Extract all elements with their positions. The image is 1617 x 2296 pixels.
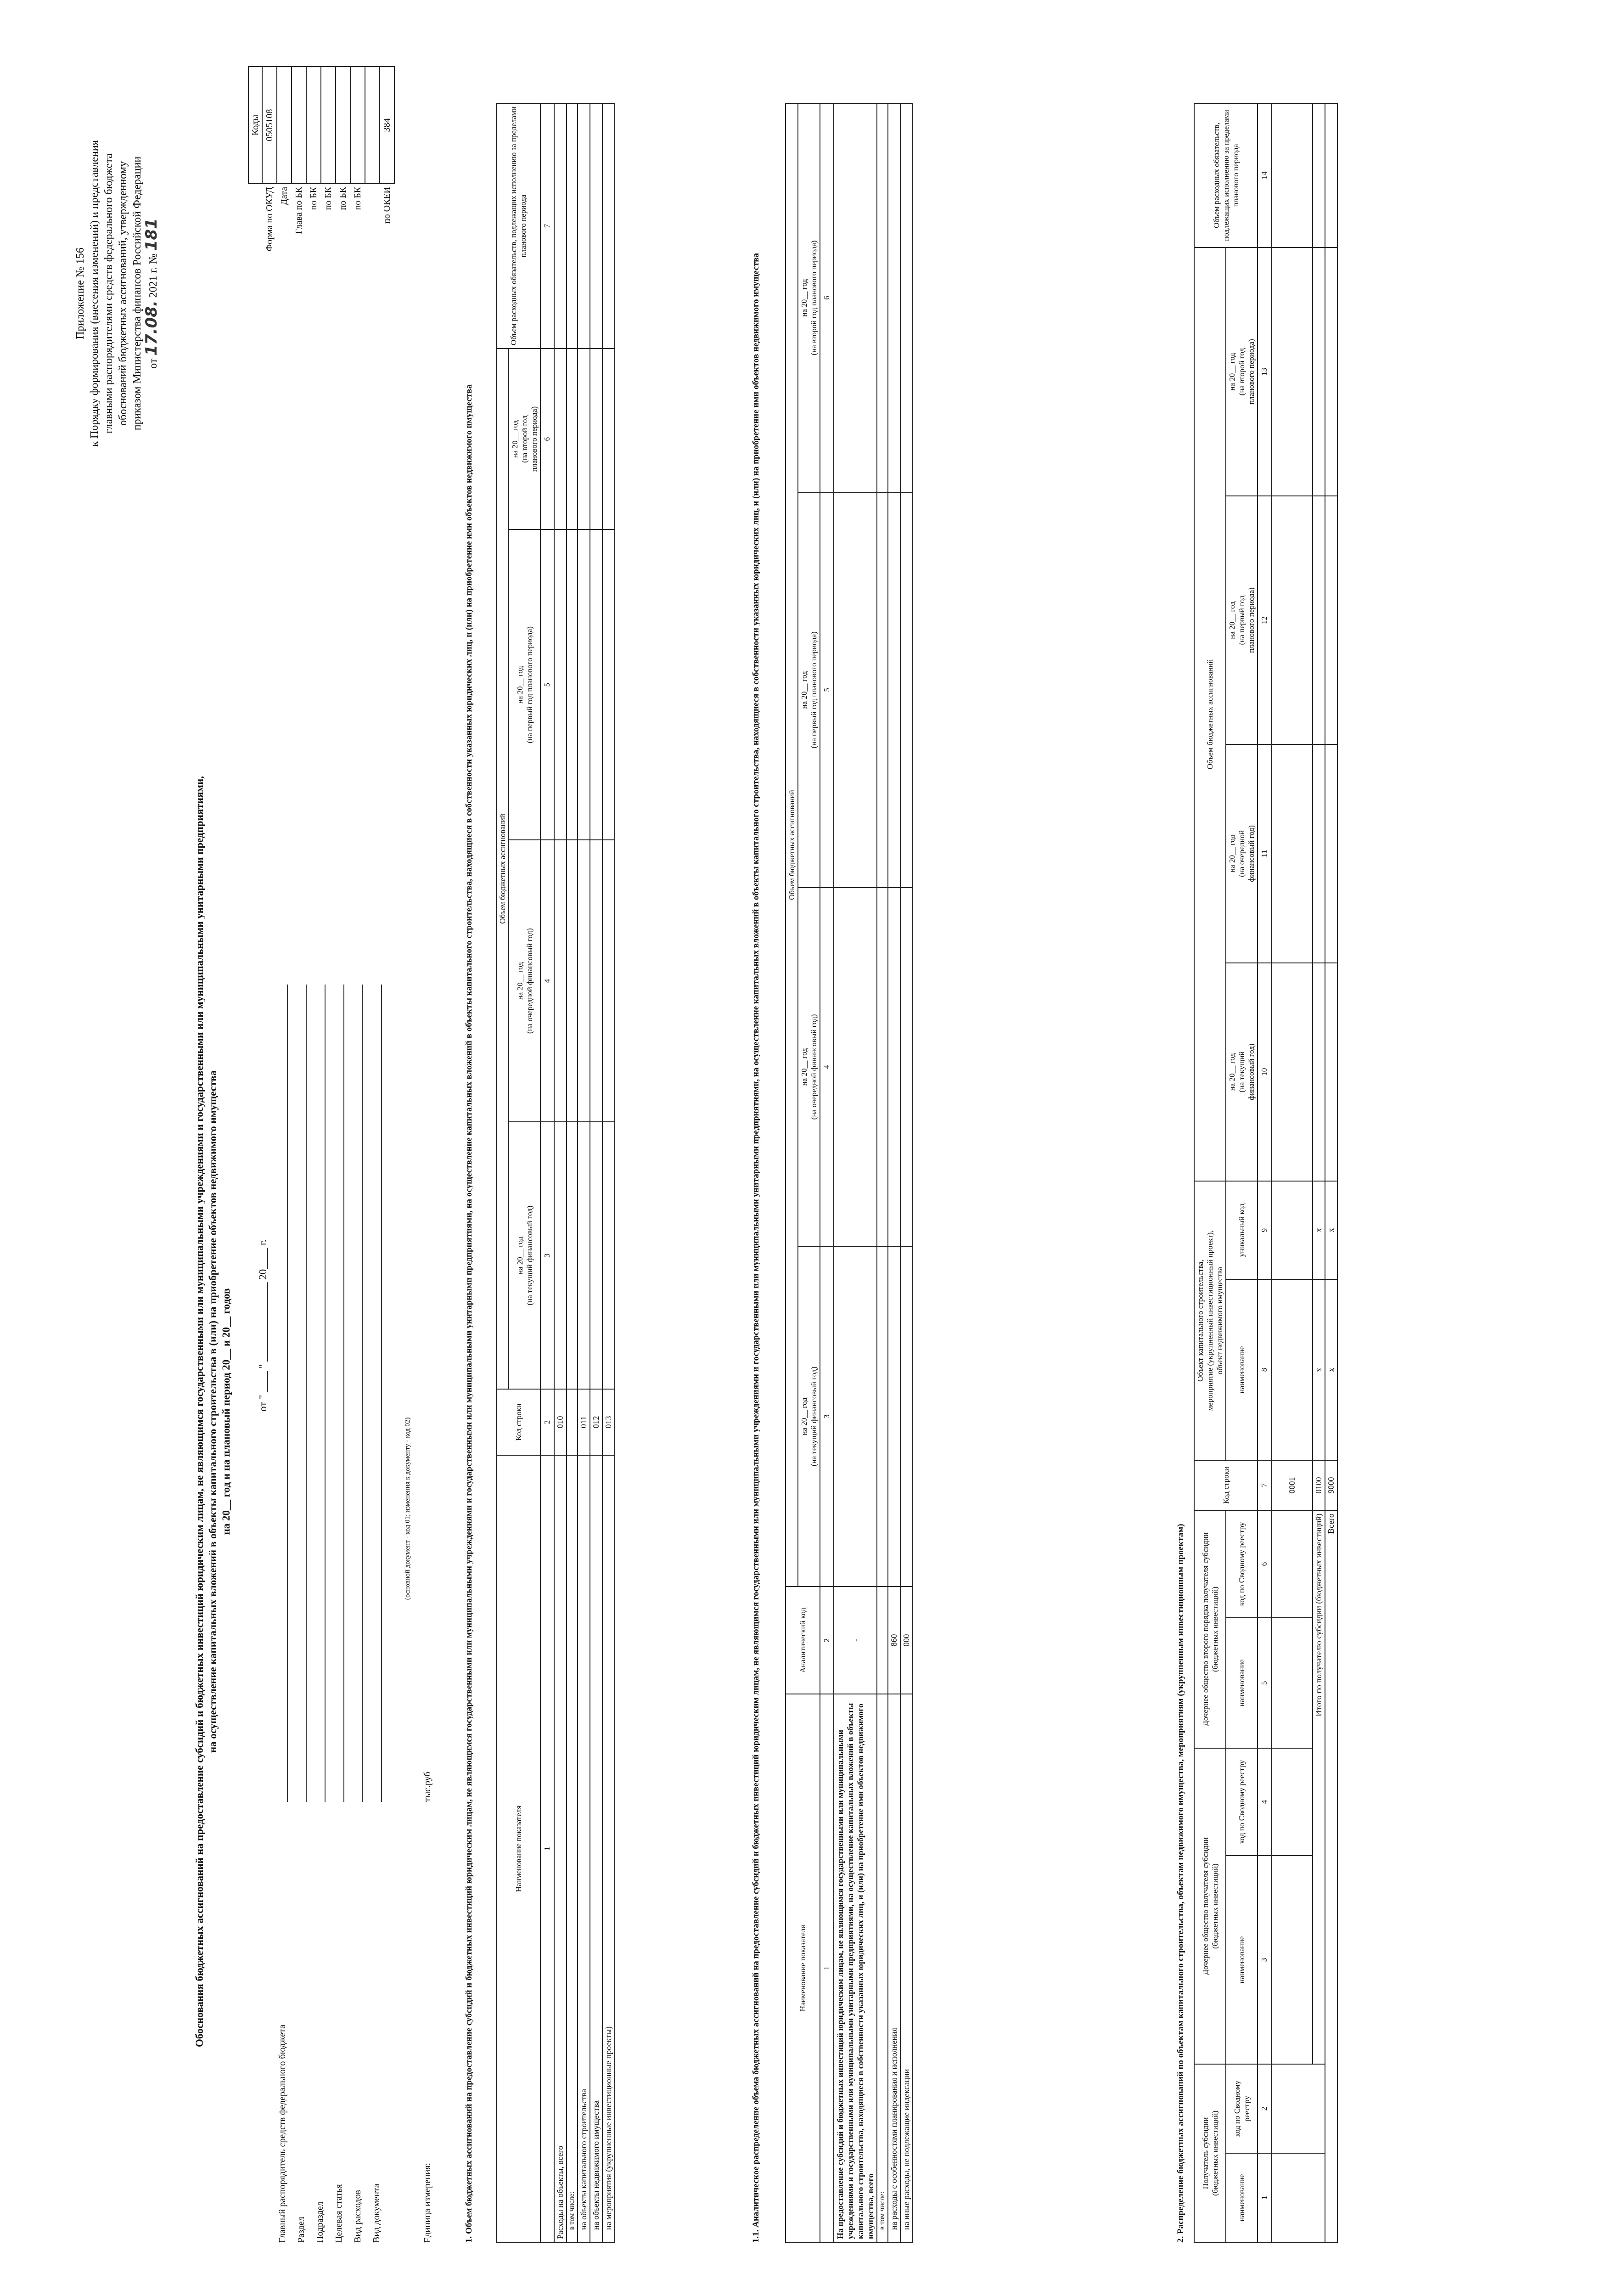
handwritten-date: 17.08. [142, 300, 161, 356]
appendix-line: главными распорядителями средств федерального бюджета [103, 153, 115, 433]
code-date[interactable] [277, 67, 292, 184]
col-y2: на 20__ год (на очередной финансовый год) [798, 888, 820, 1246]
table-row: на иные расходы, не подлежащие индексации 000 [900, 103, 913, 2242]
col-analytic-code: Аналитический код [786, 1587, 820, 1694]
col-recipient: Получатель субсидии (бюджетных инвестиций) [1194, 2064, 1226, 2242]
appendix-line: приказом Министерства финансов Российской Федерации [131, 156, 143, 431]
code-bk-2[interactable] [321, 67, 336, 184]
table-row: Расходы на объекты, всего 010 [554, 103, 567, 2242]
code-bk-3[interactable] [336, 67, 350, 184]
col-volume: Объем бюджетных ассигнований [1194, 248, 1226, 1181]
field-line[interactable] [325, 985, 326, 1802]
form-page [55, 57, 1570, 2261]
col-code: Код строки [496, 1389, 540, 1455]
recipient-total-row: Итого по получателю субсидии (бюджетных инвестиций) 0100 x x [1313, 103, 1325, 2242]
form-title: Обоснования бюджетных ассигнований на предоставление субсидий и бюджетных инвестиций юридическим лицам, не являющимся государственными или муниципальными учреждениями и государственными или муниципальными унитарными предприятиями, на осуществление капитальных вложений в объекты капитального строительства в (или) на приобретение объектов недвижимого имущества на 20__ год и на плановый период 20__ и 20__ годов [194, 776, 232, 2047]
col-obligations: Объем расходных обязательств, подлежащих исполнению за пределами планового периода [496, 103, 540, 349]
col-y3: на 20__ год (на первый год планового периода) [509, 529, 540, 840]
field-line[interactable] [381, 985, 382, 1802]
section-1-table: Наименование показателя Код строки Объем бюджетных ассигнований Объем расходных обязательств, подлежащих исполнению за пределами планового периода на 20__ год (на текущий финансовый год) на 20__ год (на очередной финансовый год) на 20__ год (на первый год планового периода) на 20__ год (на второй год планового периода) 1 2 3 4 5 6 7 Расходы на объекты, всего 010 в том числе: на объекты капитального строительства 011 на объекты недвижимого имущества 012 на мероприятия (укрупненные инвестиционные проекты) 013 [496, 103, 615, 2243]
col-y1: на 20__ год (на текущий финансовый год) [509, 1122, 540, 1389]
handwritten-number: 181 [142, 218, 161, 251]
field-line[interactable] [287, 985, 288, 1802]
code-okud[interactable]: 0505108 [262, 67, 277, 184]
table-row: на расходы с особенностями планирования и исполнения 860 [888, 103, 900, 2242]
table-row: На предоставление субсидий и бюджетных инвестиций юридическим лицам, не являющимся государственными или муниципальными учреждениями и государственными или муниципальными унитарными предприятиями, на осуществление капитальных вложений в объекты капитального строительства, находящиеся в собственности указанных юридических лиц, и (или) на приобретение ими объектов недвижимого имущества, всего - [834, 103, 877, 2242]
table-row: в том числе: [877, 103, 888, 2242]
unit-label: Единица измерения: [422, 2163, 432, 2243]
table-row: 0001 [1271, 103, 1313, 2242]
col-volume: Объем бюджетных ассигнований [786, 103, 798, 1587]
col-child2: Дочернее общество второго порядка получателя субсидии (бюджетных инвестиций) [1194, 1510, 1226, 1748]
table-row: на объекты капитального строительства 011 [578, 103, 590, 2242]
col-obligations: Объем расходных обязательств, подлежащих исполнению за пределами планового периода [1194, 103, 1258, 248]
col-child: Дочернее общество получателя субсидии (бюджетных инвестиций) [1194, 1748, 1226, 2064]
grand-total-row: Всего 9000 x x [1325, 103, 1337, 2242]
meta-fields: Главный распорядитель средств федерального бюджета Раздел Подраздел Целевая статья Вид расходов Вид документа (основной документ - код 01; изменения к документу - код 02) Единица измерения: тыс.руб [271, 681, 384, 2243]
section-2-title: 2. Распределение бюджетных ассигнований по объектам капитального строительства, объектам недвижимого имущества, мероприятиям (укрупненным инвестиционным проектам) [1176, 1524, 1185, 2243]
col-y4: на 20__ год (на второй год планового периода) [798, 103, 820, 492]
col-object: Объект капитального строительства, мероприятие (укрупненный инвестиционный проект), объект недвижимого имущества [1194, 1181, 1226, 1460]
code-okei[interactable]: 384 [380, 67, 394, 184]
appendix-line: к Порядку формирования (внесения изменений) и представления [89, 140, 101, 447]
code-glava[interactable] [292, 67, 306, 184]
section-11-table: Наименование показателя Аналитический код Объем бюджетных ассигнований на 20__ год (на текущий финансовый год) на 20__ год (на очередной финансовый год) на 20__ год (на первый год планового периода) на 20__ год (на второй год планового периода) 1 2 3 4 5 6 На предоставление субсидий и бюджетных инвестиций юридическим лицам, не являющимся государственными или муниципальными учреждениями и государственными или муниципальными унитарными предприятиями, на осуществление капитальных вложений в объекты капитального строительства, находящиеся в собственности указанных юридических лиц, и (или) на приобретение ими объектов недвижимого имущества, всего - в том числе: на расходы с особенностями планирования и исполнения 860 на иные расходы, не подлежащие индексации 000 [785, 103, 913, 2243]
code-doc-type[interactable] [365, 67, 380, 184]
unit-value: тыс.руб [422, 1772, 432, 1802]
col-name: Наименование показателя [786, 1694, 820, 2242]
field-line[interactable] [306, 985, 307, 1802]
col-name: Наименование показателя [496, 1455, 540, 2242]
appendix-block [73, 62, 161, 525]
section-1-title: 1. Объем бюджетных ассигнований на предоставление субсидий и бюджетных инвестиций юридическим лицам, не являющимся государственными или муниципальными учреждениями и государственными или муниципальными унитарными предприятиями, на осуществление капитальных вложений в объекты капитального строительства, находящиеся в собственности указанных юридических лиц, и (или) на приобретение ими объектов недвижимого имущества [464, 384, 474, 2243]
field-line[interactable] [362, 985, 363, 1802]
col-code: Код строки [1194, 1460, 1258, 1510]
code-bk-4[interactable] [350, 67, 365, 184]
code-bk-1[interactable] [306, 67, 321, 184]
col-y2: на 20__ год (на очередной финансовый год) [509, 840, 540, 1122]
doc-type-note: (основной документ - код 01; изменения к документу - код 02) [404, 1417, 411, 1600]
col-y1: на 20__ год (на текущий финансовый год) [798, 1246, 820, 1587]
table-row: на мероприятия (укрупненные инвестиционные проекты) 013 [602, 103, 615, 2242]
appendix-line: Приложение № 156 [74, 248, 86, 339]
appendix-line: обоснований бюджетных ассигнований, утвержденному [117, 161, 129, 426]
codes-box: Коды Форма по ОКУД 0505108 Дата Глава по БК по БК по БК по БК по БК по ОКЕИ 384 [248, 66, 395, 342]
codes-header: Коды [248, 67, 262, 184]
field-line[interactable] [343, 985, 344, 1802]
col-y4: на 20__ год (на второй год планового периода) [509, 349, 540, 529]
section-11-title: 1.1. Аналитическое распределение объема бюджетных ассигнований на предоставление субсидий и бюджетных инвестиций юридическим лицам, не являющимся государственными или муниципальными учреждениями и государственными или муниципальными унитарными предприятиями, на осуществление капитальных вложений в объекты капитального строительства, находящиеся в собственности указанных юридических лиц, и (или) на приобретение ими объектов недвижимого имущества [751, 253, 761, 2243]
col-y3: на 20__ год (на первый год планового периода) [798, 492, 820, 888]
col-volume: Объем бюджетных ассигнований [496, 349, 509, 1389]
section-2-table: Получатель субсидии (бюджетных инвестиций) Дочернее общество получателя субсидии (бюджетных инвестиций) Дочернее общество второго порядка получателя субсидии (бюджетных инвестиций) Код строки Объект капитального строительства, мероприятие (укрупненный инвестиционный проект), объект недвижимого имущества Объем бюджетных ассигнований Объем расходных обязательств, подлежащих исполнению за пределами планового периода наименование код по Сводному реестру наименование код по Сводному реестру наименование код по Сводному реестру наименование уникальный код на 20__ год (на текущий финансовый год) на 20__ год (на очередной финансовый год) на 20__ год (на первый год планового периода) на 20__ год (на второй год планового периода) 1 2 3 4 5 6 7 8 9 10 11 12 13 14 0001 Итого по получателю субсидии (бюджетных инвестиций) 0100 x x Всего 9000 x x [1194, 103, 1338, 2243]
table-row: в том числе: [567, 103, 578, 2242]
form-date-line: от " ____ " _______________ 20____ г. [257, 1239, 269, 1412]
table-row: на объекты недвижимого имущества 012 [590, 103, 602, 2242]
appendix-date: от 17.08. 2021 г. № 181 [142, 218, 161, 369]
